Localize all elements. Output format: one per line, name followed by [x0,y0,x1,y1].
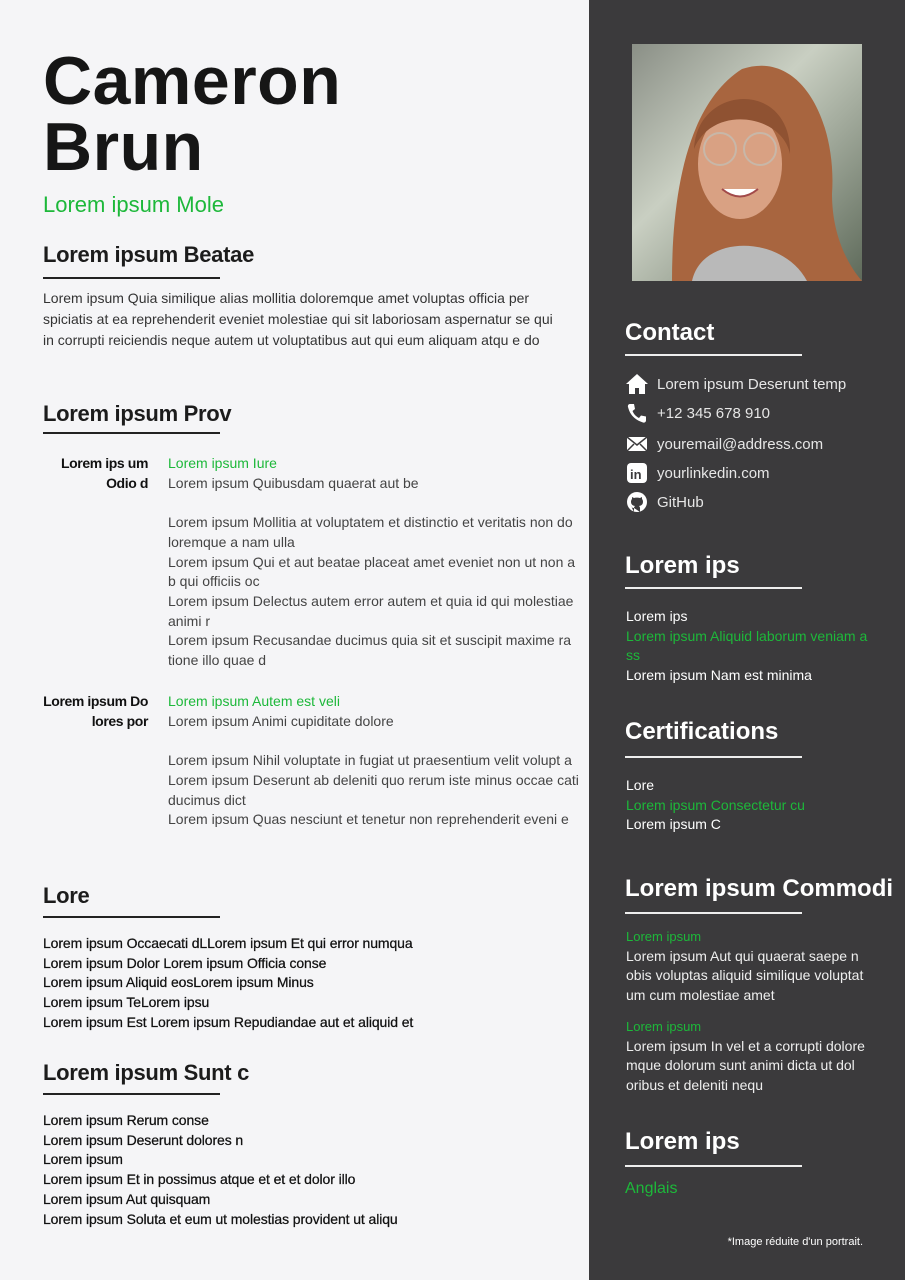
entry-bullet: Lorem ipsum Nihil voluptate in fugiat ut praesentium velit volupt a [168,752,572,769]
list-item: Lorem ipsum Aut quisquam [43,1190,211,1207]
envelope-icon [625,433,649,455]
first-name: Cameron [43,43,342,119]
profile-heading: Lorem ipsum Beatae [43,242,255,267]
list-item: Lorem ipsum [43,1151,123,1168]
entry-company: Lorem ipsum Animi cupiditate dolore [168,712,394,729]
profile-text: Lorem ipsum Quia similique alias mollitia doloremque amet voluptas officia per spiciatis at ea reprehenderit eveniet molestiae qui sit laboriosam aspernatur se qui in corrupti reiciendis neque autem ut voluptatibus aut qui eum aliquam atqu e do [43,290,553,348]
divider [625,587,802,589]
list-item: Lorem ipsum Soluta et eum ut molestias provident ut aliqu [43,1210,398,1227]
entry-bullet: Lorem ipsum Recusandae ducimus quia sit et suscipit maxime ra tione illo quae d [168,632,572,669]
list-item: Lorem ipsum Et in possimus atque et et et dolor illo [43,1171,356,1188]
profile-photo [632,44,862,281]
certification-issuer: Lorem ipsum C [626,816,721,833]
entry-bullet: Lorem ipsum Quas nesciunt et tenetur non reprehenderit eveni e [168,811,569,828]
contact-github[interactable] [625,490,704,514]
certification-date: Lore [626,777,655,793]
education-date: Lorem ips [626,608,688,624]
project-title: Lorem ipsum [626,1019,702,1034]
list-item: Lorem ipsum Est Lorem ipsum Repudiandae aut et aliquid et [43,1013,414,1030]
entry-date: Lorem ips um Odio d [61,455,148,491]
section3-heading: Lore [43,883,90,908]
certification-title: Lorem ipsum Consectetur cu [626,796,805,813]
divider [625,756,802,758]
divider [625,912,802,914]
last-name: Brun [43,109,204,185]
divider [43,916,220,918]
experience-entry [43,692,588,830]
contact-phone [625,401,770,425]
list-item: Lorem ipsum Dolor Lorem ipsum Officia conse [43,954,327,971]
divider [43,277,220,279]
github-icon [625,491,649,513]
linkedin-icon [625,462,649,484]
address-text: Lorem ipsum Deserunt temp [657,375,847,393]
divider [625,354,802,356]
project-item [626,1017,881,1096]
project-item [626,927,881,1006]
svg-text:in: in [630,467,642,482]
entry-company: Lorem ipsum Quibusdam quaerat aut be [168,474,419,491]
email-link[interactable]: youremail@address.com [657,435,824,453]
list-item: Lorem ipsum TeLorem ipsu [43,994,210,1011]
section4-list [43,1111,398,1229]
candidate-name [43,43,342,185]
section3-list [43,934,413,1033]
language-item: Anglais [625,1180,678,1197]
entry-role: Lorem ipsum Autem est veli [168,693,340,709]
divider [43,1093,220,1095]
section4-heading: Lorem ipsum Sunt c [43,1060,250,1085]
certifications-heading: Certifications [625,718,779,745]
entry-date: Lorem ipsum Do lores por [43,693,148,729]
education-entry [626,607,881,686]
contact-email[interactable] [625,432,823,456]
phone-text: +12 345 678 910 [657,404,771,422]
phone-icon [625,402,649,424]
education-school: Lorem ipsum Nam est minima [626,667,812,684]
entry-bullet: Lorem ipsum Qui et aut beatae placeat amet eveniet non ut non a b qui officiis oc [168,553,576,590]
footnote: *Image réduite d'un portrait. [727,1236,863,1248]
experience-entry [43,454,588,671]
experience-heading: Lorem ipsum Prov [43,401,232,426]
project-title: Lorem ipsum [626,929,702,944]
project-text: Lorem ipsum In vel et a corrupti dolore mque dolorum sunt animi dicta ut dol oribus et deleniti nequ [626,1037,865,1094]
home-icon [625,373,649,395]
certification-entry [626,776,881,835]
github-link[interactable]: GitHub [657,493,704,511]
list-item: Lorem ipsum Deserunt dolores n [43,1131,244,1148]
contact-linkedin[interactable] [625,461,770,485]
list-item: Lorem ipsum Rerum conse [43,1112,209,1128]
list-item: Lorem ipsum Occaecati dLLorem ipsum Et qui error numqua [43,935,413,951]
linkedin-link[interactable]: yourlinkedin.com [657,464,770,482]
list-item: Lorem ipsum Aliquid eosLorem ipsum Minus [43,974,314,991]
divider [625,1165,802,1167]
divider [43,432,220,434]
job-title: Lorem ipsum Mole [43,192,224,217]
contact-heading: Contact [625,319,715,346]
education-heading: Lorem ips [625,552,740,579]
entry-bullet: Lorem ipsum Mollitia at voluptatem et distinctio et veritatis non do loremque a nam ulla [168,514,573,550]
entry-role: Lorem ipsum Iure [168,455,277,471]
project-text: Lorem ipsum Aut qui quaerat saepe n obis voluptas aliquid similique voluptat um cum molestiae amet [626,947,864,1004]
contact-address [625,372,846,396]
languages-heading: Lorem ips [625,1128,740,1155]
entry-bullet: Lorem ipsum Deserunt ab deleniti quo rerum iste minus occae cati ducimus dict [168,771,579,808]
entry-bullet: Lorem ipsum Delectus autem error autem et quia id qui molestiae animi r [168,592,574,629]
projects-heading: Lorem ipsum Commodi [625,875,894,902]
education-degree: Lorem ipsum Aliquid laborum veniam a ss [626,627,868,664]
